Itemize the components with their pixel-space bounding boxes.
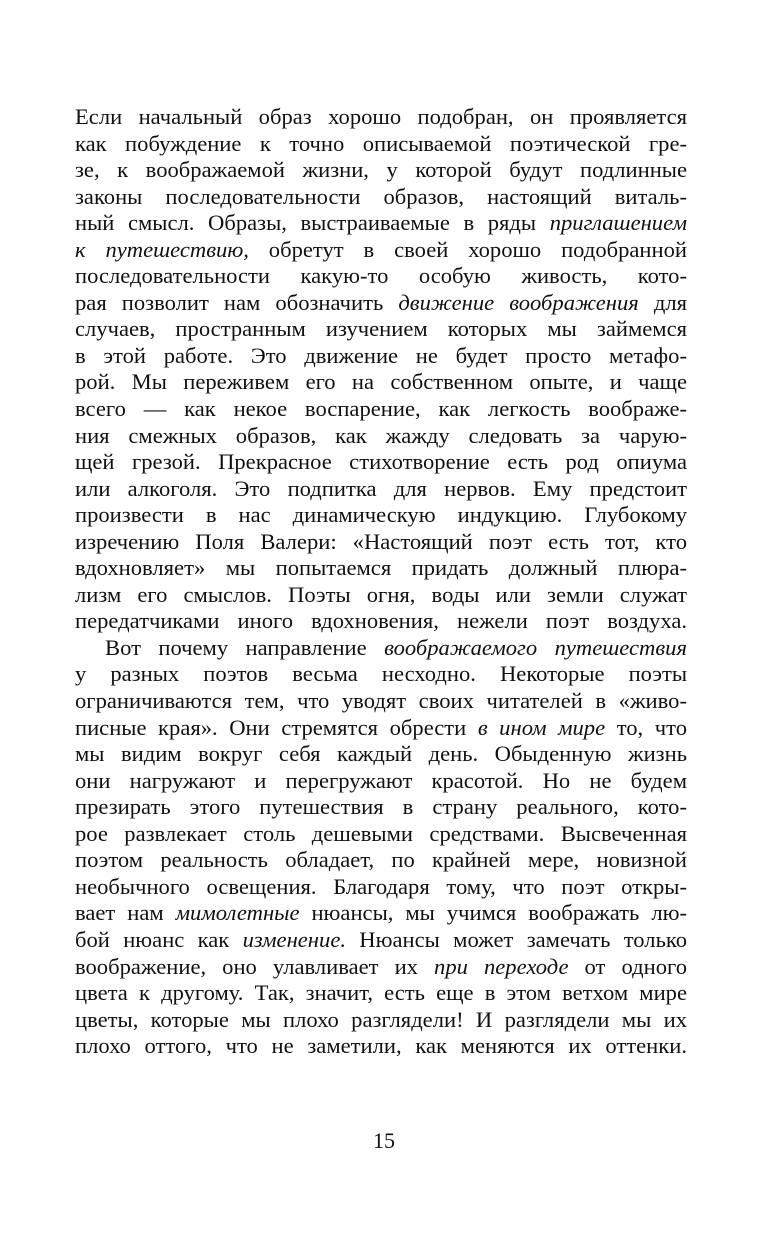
italic-phrase: изменение. — [242, 926, 346, 952]
text-line — [75, 847, 687, 874]
text-line — [75, 529, 687, 556]
text-segment: цвета к другому. Так, значит, есть еще в этом ветхом мире — [75, 980, 687, 1006]
text-line — [75, 502, 687, 529]
text-segment: рое развлекает столь дешевыми средствами. Высвеченная — [75, 820, 687, 846]
text-line — [75, 821, 687, 848]
text-line — [75, 290, 687, 317]
text-line — [75, 794, 687, 821]
text-line — [75, 1007, 687, 1034]
text-segment: случаев, пространным изучением которых мы займемся — [75, 316, 687, 342]
text-line — [75, 874, 687, 901]
text-segment: воображение, оно улавливает их — [75, 953, 435, 979]
text-segment: всего — как некое воспарение, как легкость воображе- — [75, 396, 687, 422]
text-segment: мы видим вокруг себя каждый день. Обыденную жизнь — [75, 741, 687, 767]
text-line — [75, 741, 687, 768]
text-segment: поэтом реальность обладает, по крайней мере, новизной — [75, 847, 687, 873]
text-segment: ный смысл. Образы, выстраиваемые в ряды — [75, 210, 550, 236]
text-line — [75, 715, 687, 742]
text-line — [75, 263, 687, 290]
text-segment: законы последовательности образов, настоящий виталь- — [75, 183, 687, 209]
text-segment: цветы, которые мы плохо разглядели! И разглядели мы их — [75, 1006, 687, 1032]
text-segment: ния смежных образов, как жажду следовать за чарую- — [75, 422, 687, 448]
text-line — [75, 184, 687, 211]
text-line — [75, 369, 687, 396]
text-line — [75, 316, 687, 343]
text-line — [75, 954, 687, 981]
text-segment: вает нам — [75, 900, 176, 926]
text-segment: или алкоголя. Это подпитка для нервов. Ему предстоит — [75, 475, 687, 501]
text-segment: как побуждение к точно описываемой поэтической гре- — [75, 130, 687, 156]
text-segment: последовательности какую-то особую живость, кото- — [75, 263, 687, 289]
text-line — [75, 927, 687, 954]
text-line — [75, 980, 687, 1007]
text-segment: щей грезой. Прекрасное стихотворение есть род опиума — [75, 449, 687, 475]
text-segment: писные края». Они стремятся обрести — [75, 714, 478, 740]
text-line — [75, 210, 687, 237]
italic-phrase: воображаемого путешествия — [384, 634, 687, 660]
text-segment: нюансы, мы учимся воображать лю- — [299, 900, 687, 926]
text-segment: от одного — [568, 953, 688, 979]
text-line — [75, 768, 687, 795]
text-line — [75, 582, 687, 609]
text-segment: для — [638, 289, 688, 315]
text-segment: рой. Мы переживем его на собственном опыте, и чаще — [75, 369, 687, 395]
text-line — [75, 661, 687, 688]
text-line — [75, 343, 687, 370]
text-segment: ограничиваются тем, что уводят своих читателей в «живо- — [75, 688, 687, 714]
text-segment: у разных поэтов весьма несходно. Некоторые поэты — [75, 661, 687, 687]
text-segment: изречению Поля Валери: «Настоящий поэт есть тот, кто — [75, 528, 687, 554]
text-segment: Нюансы может замечать только — [346, 926, 687, 952]
text-segment: в этой работе. Это движение не будет просто метафо- — [75, 342, 687, 368]
text-segment: передатчиками иного вдохновения, нежели поэт воздуха. — [75, 608, 687, 634]
italic-phrase: мимолетные — [175, 900, 300, 926]
text-line — [75, 157, 687, 184]
page-number: 15 — [373, 1128, 395, 1153]
text-line — [75, 900, 687, 927]
text-segment: произвести в нас динамическую индукцию. Глубокому — [75, 502, 687, 528]
text-segment: Если начальный образ хорошо подобран, он проявляется — [75, 104, 687, 129]
text-line — [75, 423, 687, 450]
text-line — [75, 688, 687, 715]
text-line — [75, 237, 687, 264]
text-line — [75, 396, 687, 423]
text-segment: плохо оттого, что не заметили, как меняются их оттенки. — [75, 1033, 687, 1059]
italic-phrase: движение воображения — [398, 289, 639, 315]
italic-phrase: приглашением — [549, 210, 687, 236]
text-segment: зе, к воображаемой жизни, у которой будут подлинные — [75, 157, 687, 183]
text-segment: Вот почему направление — [105, 634, 385, 660]
text-line — [75, 608, 687, 635]
text-line — [75, 635, 687, 662]
text-line — [75, 449, 687, 476]
text-segment: вдохновляет» мы попытаемся придать должный плюра- — [75, 555, 687, 581]
text-segment: то, что — [605, 714, 687, 740]
text-segment: рая позволит нам обозначить — [75, 289, 399, 315]
text-line — [75, 555, 687, 582]
text-line — [75, 1033, 687, 1060]
text-segment: бой нюанс как — [75, 926, 243, 952]
text-segment: презирать этого путешествия в страну реального, кото- — [75, 794, 687, 820]
text-segment: необычного освещения. Благодаря тому, что поэт откры- — [75, 873, 687, 899]
italic-phrase: к путешествию, — [75, 236, 249, 262]
text-segment: обретут в своей хорошо подобранной — [248, 236, 688, 262]
text-line — [75, 131, 687, 158]
text-segment: лизм его смыслов. Поэты огня, воды или земли служат — [75, 581, 687, 607]
italic-phrase: при переходе — [434, 953, 569, 979]
text-segment: они нагружают и перегружают красотой. Но не будем — [75, 767, 687, 793]
body-text — [75, 104, 687, 1060]
italic-phrase: в ином мире — [477, 714, 606, 740]
text-line — [75, 104, 687, 131]
text-line — [75, 476, 687, 503]
